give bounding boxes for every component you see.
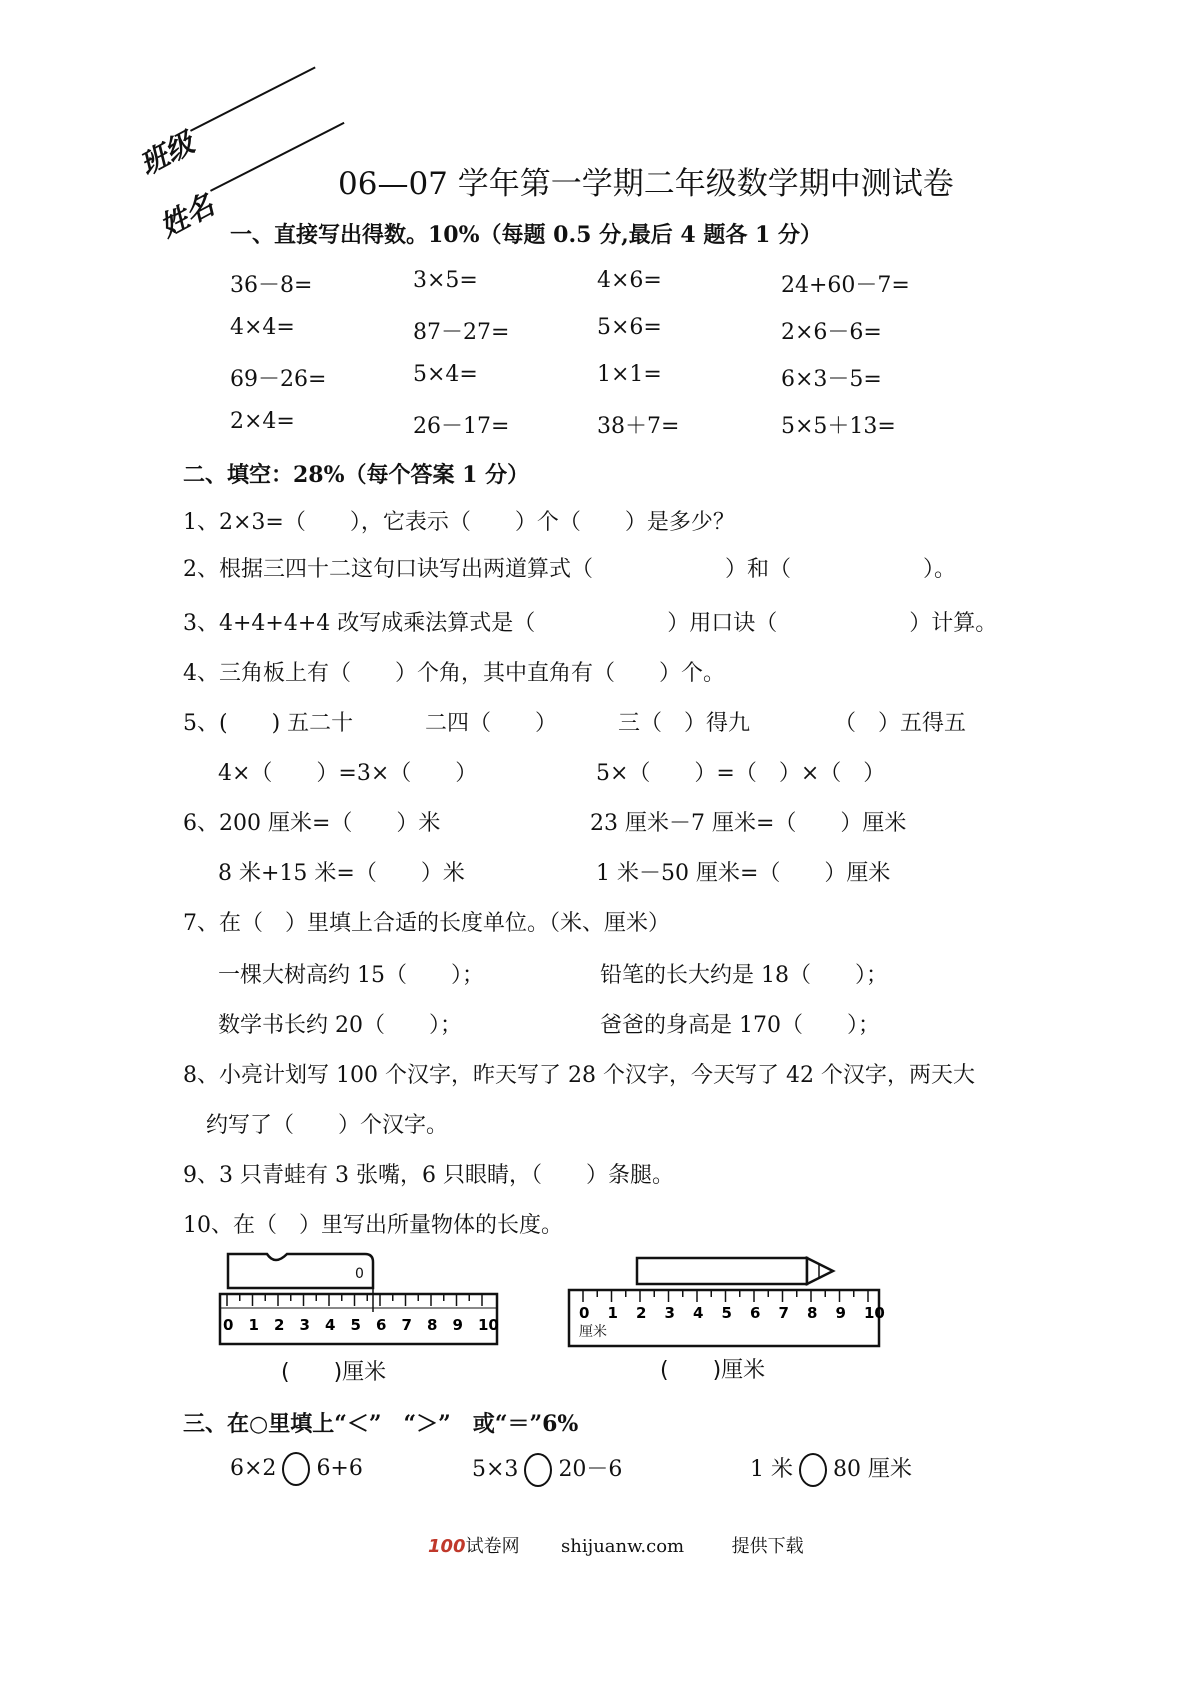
calc-item: 5×4= [413, 362, 478, 387]
calc-item: 38＋7= [597, 414, 680, 439]
calc-item: 2×4= [230, 409, 295, 434]
ruler-answer-1: ( )厘米 [281, 1360, 387, 1385]
ruler-number: 2 [636, 1304, 647, 1322]
page-title: 06—07 学年第一学期二年级数学期中测试卷 [338, 166, 954, 202]
question-5-item: 4×（ ）=3×（ ） [218, 761, 478, 786]
calc-item: 2×6－6= [781, 320, 882, 345]
calc-item: 26－17= [413, 414, 510, 439]
question-5-item: 二四（ ） [425, 711, 558, 736]
pencil-tip [807, 1258, 833, 1284]
compare-right: 6+6 [316, 1456, 363, 1481]
ruler-number: 5 [721, 1304, 732, 1322]
question-7-item: 数学书长约 20（ ）； [218, 1013, 462, 1038]
question-5-item: （ ）五得五 [834, 711, 967, 736]
compare-item [230, 1452, 363, 1486]
ruler-number: 10 [478, 1316, 499, 1334]
question-6-item: 8 米+15 米=（ ）米 [218, 861, 465, 886]
site-provide: 提供下载 [731, 1536, 804, 1557]
calc-item: 4×4= [230, 315, 295, 340]
question-1: 1、2×3=（ ），它表示（ ）个（ ）是多少？ [183, 510, 735, 535]
ruler-number: 9 [835, 1304, 846, 1322]
ruler-number: 8 [807, 1304, 818, 1322]
compare-circle[interactable] [524, 1453, 552, 1487]
site-domain[interactable]: shijuanw.com [561, 1536, 685, 1557]
question-10: 10、在（ ）里写出所量物体的长度。 [183, 1213, 563, 1238]
question-6-item: 6、200 厘米=（ ）米 [183, 811, 441, 836]
ruler-figure-eraser [215, 1250, 500, 1352]
ruler-number: 3 [664, 1304, 675, 1322]
question-8: 8、小亮计划写 100 个汉字，昨天写了 28 个汉字，今天写了 42 个汉字，两天大 [183, 1063, 975, 1088]
ruler-number: 9 [452, 1316, 463, 1334]
ruler-number: 8 [427, 1316, 438, 1334]
compare-item [472, 1452, 622, 1487]
section2-heading: 二、填空：28%（每个答案 1 分） [183, 462, 530, 488]
ruler-number: 4 [325, 1316, 336, 1334]
calc-item: 1×1= [597, 362, 662, 387]
ruler-number: 7 [401, 1316, 412, 1334]
ruler-answer-2: ( )厘米 [660, 1358, 766, 1383]
pencil-body [637, 1258, 807, 1284]
question-7: 7、在（ ）里填上合适的长度单位。（米、厘米） [183, 911, 670, 936]
compare-left: 5×3 [472, 1457, 519, 1482]
eraser-mark: 0 [355, 1266, 364, 1282]
eraser-shape [228, 1254, 373, 1288]
compare-circle[interactable] [799, 1453, 827, 1487]
compare-right: 20－6 [558, 1457, 623, 1482]
calc-item: 4×6= [597, 268, 662, 293]
compare-right: 80 厘米 [833, 1457, 912, 1482]
compare-left: 1 米 [750, 1457, 793, 1482]
calc-item: 3×5= [413, 268, 478, 293]
ruler-number: 7 [778, 1304, 789, 1322]
ruler-number: 6 [750, 1304, 761, 1322]
calc-item: 24+60－7= [781, 273, 910, 298]
question-5-item: 5×（ ）=（ ）×（ ） [596, 761, 886, 786]
ruler-number: 2 [274, 1316, 285, 1334]
ruler-number: 0 [223, 1316, 234, 1334]
calc-item: 87－27= [413, 320, 510, 345]
ruler-number: 0 [579, 1304, 590, 1322]
ruler-number: 4 [693, 1304, 704, 1322]
question-3: 3、4+4+4+4 改写成乘法算式是（ ）用口诀（ ）计算。 [183, 611, 998, 636]
question-8-cont: 约写了（ ）个汉字。 [206, 1113, 449, 1138]
compare-circle[interactable] [282, 1452, 310, 1486]
class-label: 班级 [134, 126, 200, 182]
question-6-item: 1 米－50 厘米=（ ）厘米 [596, 861, 891, 886]
compare-item [750, 1452, 912, 1487]
question-7-item: 一棵大树高约 15（ ）； [218, 963, 484, 988]
site-name: 试卷网 [465, 1536, 520, 1557]
calc-item: 69－26= [230, 367, 327, 392]
section1-heading: 一、直接写出得数。10%（每题 0.5 分,最后 4 题各 1 分） [230, 222, 823, 248]
name-label: 姓名 [154, 188, 220, 244]
class-underline [190, 66, 316, 131]
question-6-item: 23 厘米－7 厘米=（ ）厘米 [590, 811, 907, 836]
ruler-number: 1 [248, 1316, 259, 1334]
calc-item: 5×5＋13= [781, 414, 896, 439]
ruler-number: 6 [376, 1316, 387, 1334]
calc-item: 6×3－5= [781, 367, 882, 392]
compare-left: 6×2 [230, 1456, 277, 1481]
question-9: 9、3 只青蛙有 3 张嘴，6 只眼睛，（ ）条腿。 [183, 1163, 674, 1188]
calc-item: 5×6= [597, 315, 662, 340]
ruler-number: 3 [299, 1316, 310, 1334]
name-underline [210, 122, 345, 192]
footer [428, 1532, 804, 1558]
site-logo: 100 [428, 1536, 466, 1557]
ruler-number: 5 [350, 1316, 361, 1334]
question-7-item: 铅笔的长大约是 18（ ）； [600, 963, 888, 988]
calc-item: 36－8= [230, 273, 313, 298]
ruler-number: 1 [607, 1304, 618, 1322]
ruler-number: 10 [864, 1304, 885, 1322]
ruler-figure-pencil [565, 1252, 885, 1352]
question-5-item: 5、( ) 五二十 [183, 711, 354, 736]
ruler-unit-label: 厘米 [579, 1324, 607, 1340]
question-7-item: 爸爸的身高是 170（ ）； [600, 1013, 880, 1038]
question-2: 2、根据三四十二这句口诀写出两道算式（ ）和（ ）。 [183, 557, 956, 582]
question-5-item: 三（ ）得九 [618, 711, 751, 736]
section3-heading: 三、在○里填上“＜” “＞” 或“＝”6% [183, 1411, 579, 1437]
question-4: 4、三角板上有（ ）个角，其中直角有（ ）个。 [183, 661, 725, 686]
